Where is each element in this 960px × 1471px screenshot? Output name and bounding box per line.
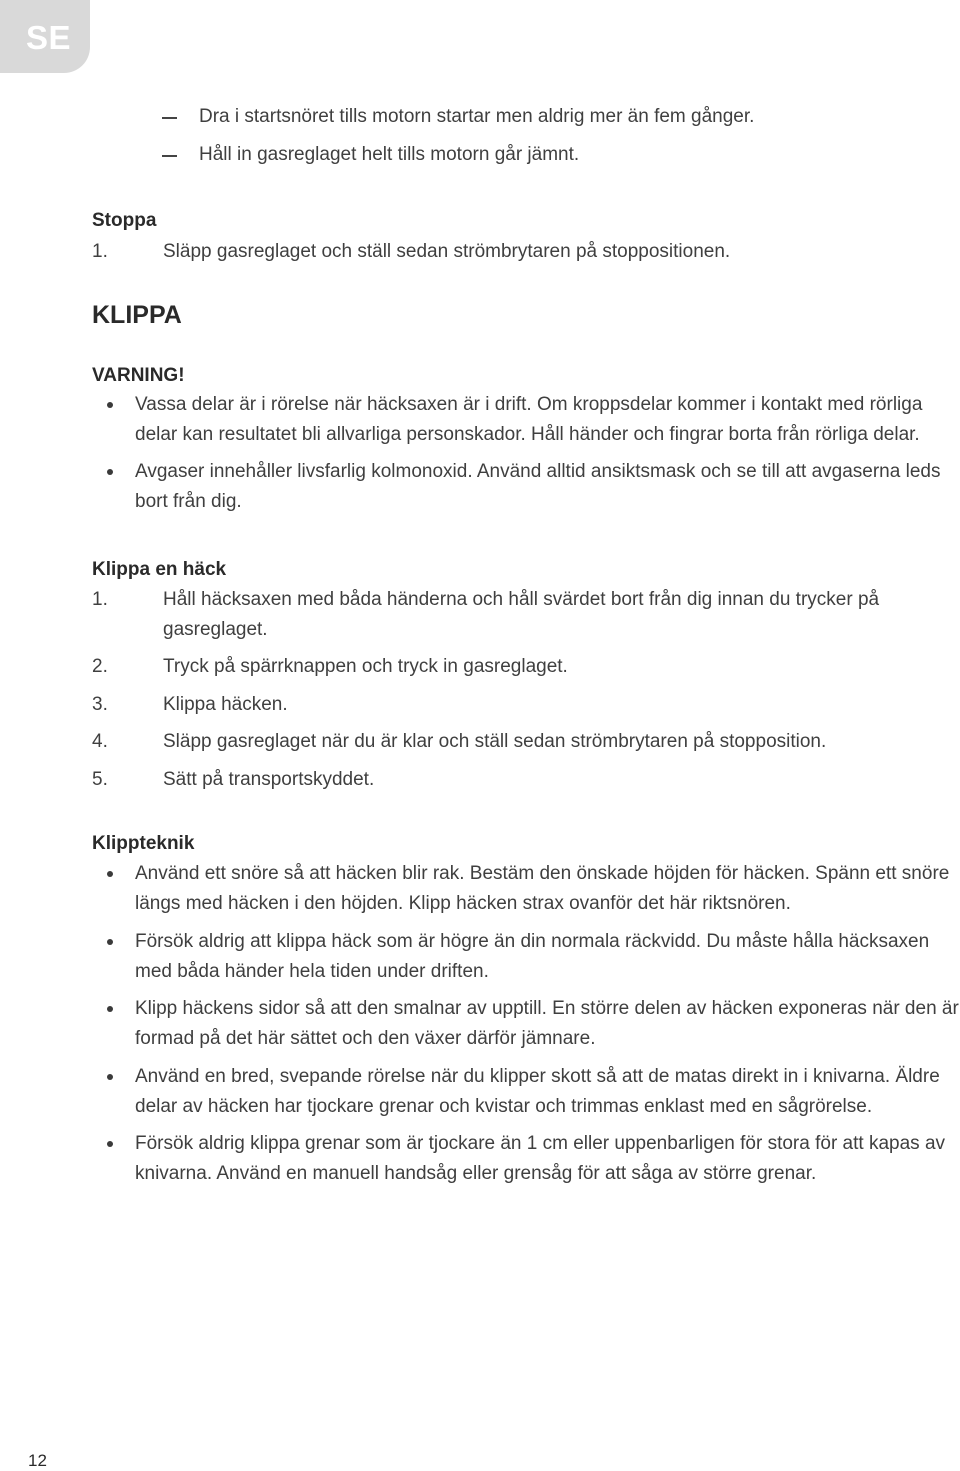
technique-bullet-1-line-1: Använd ett snöre så att häcken blir rak. Bestäm den önskade höjden för häcken. Spänn ett snöre bbox=[135, 863, 950, 884]
bullet-marker bbox=[107, 1074, 113, 1080]
technique-bullet-5-line-1: Försök aldrig klippa grenar som är tjockare än 1 cm eller uppenbarligen för stora för att kapas av bbox=[135, 1133, 946, 1154]
section-title: KLIPPA bbox=[92, 301, 182, 329]
warning-heading: VARNING! bbox=[92, 365, 185, 386]
warning-bullet-1-line-1: Vassa delar är i rörelse när häcksaxen är i drift. Om kroppsdelar kommer i kontakt med rörliga bbox=[135, 394, 923, 415]
technique-bullet-4-line-2: delar av häcken har tjockare grenar och kvistar och trimmas enklast med en sågrörelse. bbox=[135, 1096, 873, 1117]
technique-bullet-1-line-2: längs med häcken i den höjden. Klipp häcken strax ovanför det här riktsnören. bbox=[135, 893, 791, 914]
hedge-step-number: 4. bbox=[92, 731, 108, 752]
page-number: 12 bbox=[28, 1451, 47, 1470]
technique-heading: Klippteknik bbox=[92, 833, 195, 854]
bullet-marker bbox=[107, 1141, 113, 1147]
hedge-heading: Klippa en häck bbox=[92, 559, 227, 580]
technique-bullet-3-line-2: formad på det här sättet och den växer därför jämnare. bbox=[135, 1028, 596, 1049]
hedge-step-5: Sätt på transportskyddet. bbox=[163, 769, 375, 790]
stop-heading: Stoppa bbox=[92, 210, 157, 231]
warning-bullet-2-line-2: bort från dig. bbox=[135, 491, 242, 512]
language-tab bbox=[0, 0, 90, 73]
technique-bullet-3-line-1: Klipp häckens sidor så att den smalnar av upptill. En större delen av häcken exponeras när den är bbox=[135, 998, 959, 1019]
technique-bullet-2-line-1: Försök aldrig att klippa häck som är högre än din normala räckvidd. Du måste hålla häcksaxen bbox=[135, 931, 930, 952]
warning-bullet-2-line-1: Avgaser innehåller livsfarlig kolmonoxid. Använd alltid ansiktsmask och se till att avgaserna leds bbox=[135, 461, 941, 482]
hedge-step-1-line-1: Håll häcksaxen med båda händerna och håll svärdet bort från dig innan du trycker på bbox=[163, 589, 880, 610]
technique-bullet-5-line-2: knivarna. Använd en manuell handsåg eller grensåg för att såga av större grenar. bbox=[135, 1163, 817, 1184]
hedge-step-4: Släpp gasreglaget när du är klar och ställ sedan strömbrytaren på stopposition. bbox=[163, 731, 827, 752]
bullet-marker bbox=[107, 469, 113, 475]
bullet-marker bbox=[107, 939, 113, 945]
hedge-step-number: 5. bbox=[92, 769, 108, 790]
stop-step-text: Släpp gasreglaget och ställ sedan strömbrytaren på stoppositionen. bbox=[163, 241, 731, 262]
stop-step-number: 1. bbox=[92, 241, 108, 262]
hedge-step-number: 3. bbox=[92, 694, 108, 715]
bullet-marker bbox=[107, 871, 113, 877]
bullet-marker bbox=[107, 1006, 113, 1012]
hedge-step-2: Tryck på spärrknappen och tryck in gasreglaget. bbox=[163, 656, 568, 677]
technique-bullet-4-line-1: Använd en bred, svepande rörelse när du klipper skott så att de matas direkt in i knivarna. Äldre bbox=[135, 1066, 940, 1087]
dash-marker bbox=[162, 117, 177, 119]
bullet-marker bbox=[107, 402, 113, 408]
hedge-step-3: Klippa häcken. bbox=[163, 694, 288, 715]
language-tab-label: SE bbox=[26, 19, 72, 56]
warning-bullet-1-line-2: delar kan resultatet bli allvarliga personskador. Håll händer och fingrar borta från rörliga delar. bbox=[135, 424, 920, 445]
hedge-step-number: 2. bbox=[92, 656, 108, 677]
hedge-step-1-line-2: gasreglaget. bbox=[163, 619, 268, 640]
start-step-2: Håll in gasreglaget helt tills motorn går jämnt. bbox=[199, 144, 580, 165]
dash-marker bbox=[162, 155, 177, 157]
start-step-1: Dra i startsnöret tills motorn startar men aldrig mer än fem gånger. bbox=[199, 106, 755, 127]
technique-bullet-2-line-2: med båda händer hela tiden under driften. bbox=[135, 961, 489, 982]
hedge-step-number: 1. bbox=[92, 589, 108, 610]
